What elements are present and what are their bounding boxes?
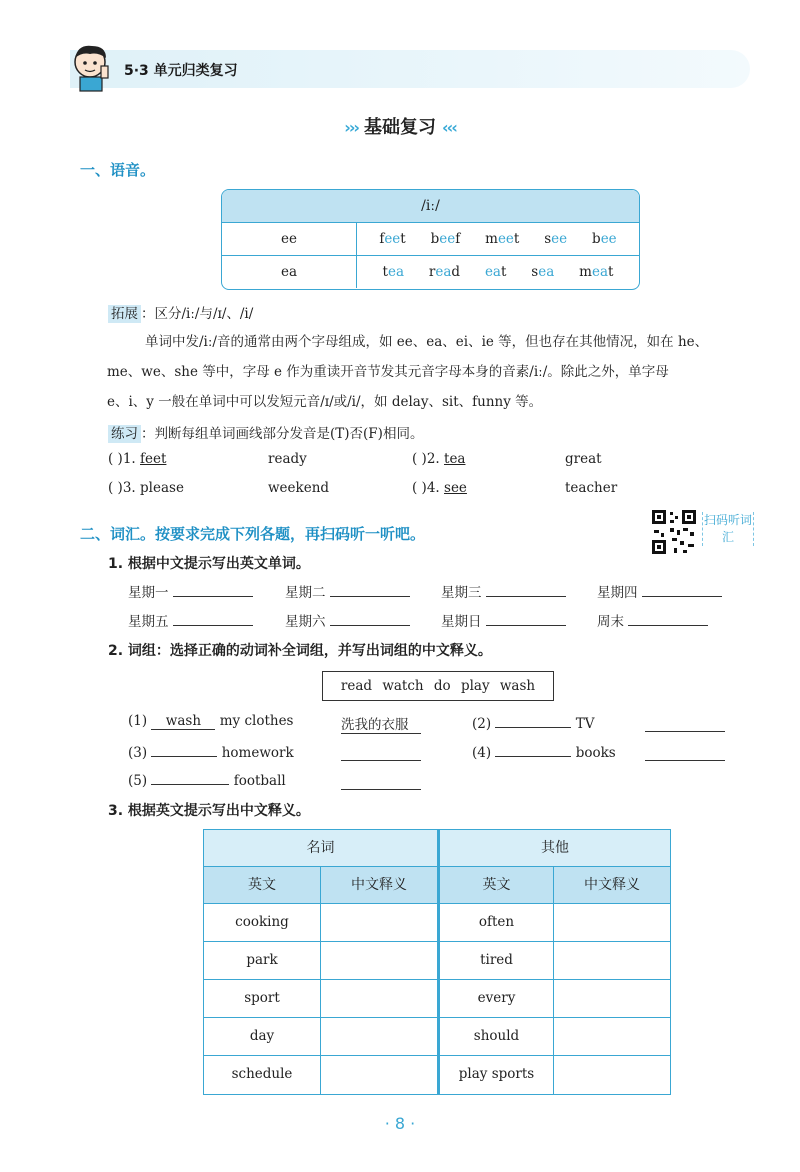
day-item: 星期六 <box>285 610 410 630</box>
table-cell-en: park <box>246 952 278 968</box>
phrase-item: (5) football <box>128 770 286 789</box>
phrase-item: (4) books <box>472 742 616 761</box>
header-title: 5·3 单元归类复习 <box>124 63 238 79</box>
table-cell-en: tired <box>480 952 513 968</box>
day-item: 星期五 <box>128 610 253 630</box>
phrase-item: (2) TV <box>472 713 594 732</box>
word-box: read watch do play wash <box>322 671 554 701</box>
col-header-cn: 中文释义 <box>554 867 670 903</box>
question-2: 2. 词组：选择正确的动词补全词组，并写出词组的中文释义。 <box>108 643 492 659</box>
question-3: 3. 根据英文提示写出中文释义。 <box>108 803 310 819</box>
phrase-item: (1) wash my clothes <box>128 713 294 729</box>
meaning-blank[interactable]: 洗我的衣服 <box>341 713 421 734</box>
table-cell-en: sport <box>244 990 280 1006</box>
answer-blank[interactable] <box>173 582 253 597</box>
explanation-line-2: me、we、she 等中，字母 e 作为重读开音节发其元音字母本身的音素/iː/。除此之外，单字母 <box>107 364 669 380</box>
vocab-table <box>203 829 671 1095</box>
col-header-en: 英文 <box>440 867 553 903</box>
exercise-2: ( )2. tea <box>412 451 466 467</box>
exercise-word: weekend <box>268 480 330 496</box>
section-title <box>0 113 800 139</box>
exercise-word: ready <box>268 451 307 467</box>
table-cell-en: often <box>478 914 515 930</box>
verb-blank[interactable]: wash <box>151 713 215 730</box>
answer-blank[interactable] <box>642 582 722 597</box>
phonics-row <box>222 223 639 256</box>
verb-blank[interactable] <box>495 742 571 757</box>
extend-line <box>108 302 253 322</box>
answer-blank[interactable] <box>486 611 566 626</box>
mascot-icon <box>68 42 120 92</box>
day-item: 周末 <box>597 610 708 630</box>
group-header-nouns: 名词 <box>204 830 437 866</box>
phonics-row <box>222 256 639 288</box>
section-title-text: 基础复习 <box>364 117 436 138</box>
meaning-blank[interactable] <box>645 759 725 761</box>
meaning-blank[interactable] <box>341 788 421 790</box>
phonics-table <box>221 189 640 290</box>
verb-blank[interactable] <box>151 770 229 785</box>
col-header-cn: 中文释义 <box>321 867 437 903</box>
part2-heading: 二、词汇。按要求完成下列各题，再扫码听一听吧。 <box>80 525 426 543</box>
exercise-word: feet <box>140 451 167 467</box>
phonics-words: tea read eat sea meat <box>382 264 614 280</box>
phonics-words: feet beef meet see bee <box>379 231 617 247</box>
exercise-word: tea <box>444 451 466 467</box>
table-cell-en: every <box>477 990 516 1006</box>
chevron-left-icon: ‹‹‹ <box>442 118 456 137</box>
col-header-en: 英文 <box>204 867 320 903</box>
question-1: 1. 根据中文提示写出英文单词。 <box>108 556 310 572</box>
table-cell-en: play sports <box>458 1066 535 1082</box>
answer-blank[interactable] <box>486 582 566 597</box>
day-item: 星期二 <box>285 581 410 601</box>
answer-blank[interactable] <box>173 611 253 626</box>
day-item: 星期日 <box>441 610 566 630</box>
meaning-blank[interactable] <box>645 730 725 732</box>
day-item: 星期三 <box>441 581 566 601</box>
day-item: 星期四 <box>597 581 722 601</box>
day-item: 星期一 <box>128 581 253 601</box>
part1-heading: 一、语音。 <box>80 161 156 179</box>
practice-line <box>108 422 423 442</box>
answer-paren[interactable]: ( ) <box>108 480 123 496</box>
meaning-blank[interactable] <box>341 759 421 761</box>
table-cell-en: cooking <box>235 914 289 930</box>
qr-code-icon[interactable] <box>650 508 698 556</box>
phonics-label: ea <box>222 256 357 288</box>
answer-blank[interactable] <box>330 611 410 626</box>
answer-paren[interactable]: ( ) <box>412 480 427 496</box>
practice-text: ：判断每组单词画线部分发音是(T)否(F)相同。 <box>141 426 424 442</box>
extend-tag: 拓展 <box>108 305 141 323</box>
exercise-4: ( )4. see <box>412 480 467 496</box>
table-cell-en: day <box>249 1028 275 1044</box>
extend-text: ：区分/iː/与/ɪ/、/i/ <box>141 306 254 322</box>
table-cell-en: should <box>473 1028 520 1044</box>
group-header-others: 其他 <box>440 830 670 866</box>
explanation-line-3: e、i、y 一般在单词中可以发短元音/ɪ/或/i/，如 delay、sit、funny 等。 <box>107 394 543 410</box>
verb-blank[interactable] <box>495 713 571 728</box>
practice-tag: 练习 <box>108 425 141 443</box>
exercise-1: ( )1. feet <box>108 451 167 467</box>
scan-label: 扫码听词汇 <box>703 513 752 544</box>
verb-blank[interactable] <box>151 742 217 757</box>
chevron-right-icon: ››› <box>344 118 358 137</box>
explanation-line-1: 单词中发/iː/音的通常由两个字母组成，如 ee、ea、ei、ie 等，但也存在其他情况，如在 he、 <box>145 334 709 350</box>
phonics-table-head: /iː/ <box>222 190 639 223</box>
table-cell-en: schedule <box>231 1066 293 1082</box>
exercise-word: great <box>565 451 602 467</box>
phrase-item: (3) homework <box>128 742 294 761</box>
exercise-word: please <box>140 480 184 496</box>
exercise-word: see <box>444 480 467 496</box>
exercise-3: ( )3. please <box>108 480 184 496</box>
page-number: · 8 · <box>384 1114 416 1133</box>
answer-paren[interactable]: ( ) <box>412 451 427 467</box>
answer-paren[interactable]: ( ) <box>108 451 123 467</box>
answer-blank[interactable] <box>628 611 708 626</box>
exercise-word: teacher <box>565 480 618 496</box>
phonics-label: ee <box>222 223 357 255</box>
answer-blank[interactable] <box>330 582 410 597</box>
